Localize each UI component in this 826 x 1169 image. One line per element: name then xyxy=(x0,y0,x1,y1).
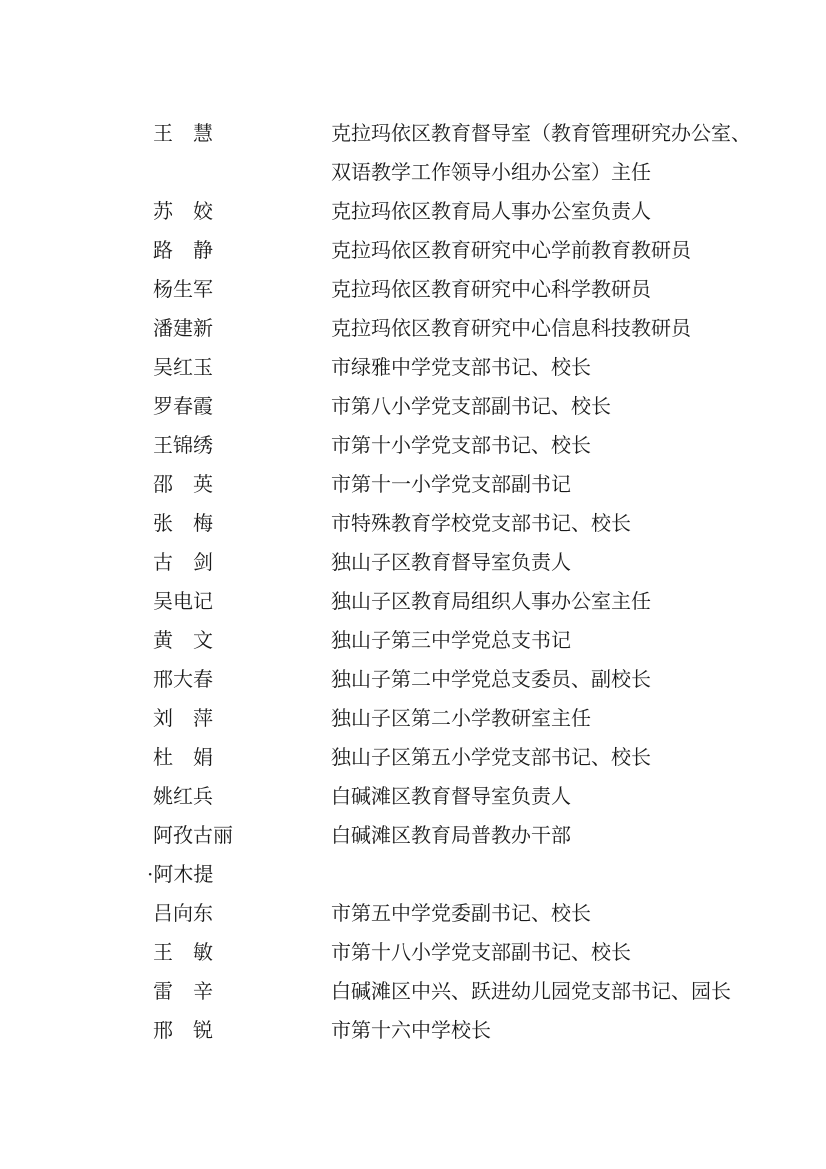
person-title-line: 市第五中学党委副书记、校长 xyxy=(331,901,591,925)
person-title-line: 白碱滩区教育局普教办干部 xyxy=(331,823,571,847)
person-title-line: 白碱滩区教育督导室负责人 xyxy=(331,784,571,808)
person-name xyxy=(153,504,331,543)
person-name-char: 剑 xyxy=(193,550,213,574)
person-title xyxy=(331,972,753,1011)
person-name xyxy=(153,426,331,465)
person-title-line: 市第八小学党支部副书记、校长 xyxy=(331,394,611,418)
personnel-row xyxy=(153,972,753,1011)
person-name-text: 杨生军 xyxy=(153,277,213,301)
person-name-char: 邵 xyxy=(153,472,173,496)
personnel-row xyxy=(153,933,753,972)
personnel-row xyxy=(153,660,753,699)
person-name-text: 吴红玉 xyxy=(153,355,213,379)
personnel-row xyxy=(153,1011,753,1050)
personnel-row xyxy=(153,114,753,192)
person-name xyxy=(153,1011,331,1050)
person-name xyxy=(153,309,331,348)
person-title-line: 市第十八小学党支部副书记、校长 xyxy=(331,940,631,964)
person-name-char: 敏 xyxy=(193,940,213,964)
person-name xyxy=(153,933,331,972)
person-name xyxy=(153,582,331,621)
person-title-line: 克拉玛依区教育研究中心科学教研员 xyxy=(331,277,651,301)
person-name xyxy=(153,972,331,1011)
person-title-line: 市第十六中学校长 xyxy=(331,1018,491,1042)
person-title-line: 独山子区第二小学教研室主任 xyxy=(331,706,591,730)
person-title xyxy=(331,699,753,738)
personnel-row xyxy=(153,504,753,543)
person-title xyxy=(331,1011,753,1050)
person-title-line: 独山子区第五小学党支部书记、校长 xyxy=(331,745,651,769)
person-title-line: 克拉玛依区教育研究中心学前教育教研员 xyxy=(331,238,691,262)
person-title xyxy=(331,543,753,582)
person-name-char: 苏 xyxy=(153,199,173,223)
person-title xyxy=(331,348,753,387)
person-title-line: 克拉玛依区教育局人事办公室负责人 xyxy=(331,199,651,223)
person-title-line: 市第十一小学党支部副书记 xyxy=(331,472,571,496)
person-name-char: 辛 xyxy=(193,979,213,1003)
person-name-text: 邢大春 xyxy=(153,667,213,691)
person-title-line: 市第十小学党支部书记、校长 xyxy=(331,433,591,457)
person-name-char: 王 xyxy=(153,121,173,145)
person-title-line: 独山子第二中学党总支委员、副校长 xyxy=(331,667,651,691)
person-name-char: 雷 xyxy=(153,979,173,1003)
person-title-line: 市特殊教育学校党支部书记、校长 xyxy=(331,511,631,535)
person-title xyxy=(331,426,753,465)
personnel-row xyxy=(153,543,753,582)
person-name-char: 古 xyxy=(153,550,173,574)
person-name-text: 姚红兵 xyxy=(153,784,213,808)
person-name-char: 黄 xyxy=(153,628,173,652)
personnel-row xyxy=(153,465,753,504)
person-name xyxy=(153,777,331,816)
person-name-char: 文 xyxy=(193,628,213,652)
personnel-row xyxy=(153,231,753,270)
person-name-char: 路 xyxy=(153,238,173,262)
person-title-line: 克拉玛依区教育督导室（教育管理研究办公室、 xyxy=(331,121,751,145)
person-title-line: 独山子区教育督导室负责人 xyxy=(331,550,571,574)
person-name-char: 刘 xyxy=(153,706,173,730)
person-name-char: 梅 xyxy=(193,511,213,535)
personnel-row xyxy=(153,894,753,933)
person-name-char: 英 xyxy=(193,472,213,496)
person-name-char: 王 xyxy=(153,940,173,964)
person-name xyxy=(153,660,331,699)
person-title xyxy=(331,777,753,816)
person-title xyxy=(331,933,753,972)
person-title xyxy=(331,894,753,933)
person-title xyxy=(331,582,753,621)
person-name-char: 慧 xyxy=(193,121,213,145)
person-name xyxy=(153,348,331,387)
personnel-row xyxy=(147,816,753,894)
person-name-text: 阿孜古丽 xyxy=(153,823,233,847)
person-title xyxy=(331,231,753,270)
person-name xyxy=(153,894,331,933)
personnel-row xyxy=(153,348,753,387)
person-name-text: 潘建新 xyxy=(153,316,213,340)
person-title xyxy=(331,738,753,777)
person-title xyxy=(331,114,753,192)
person-title-line: 独山子第三中学党总支书记 xyxy=(331,628,571,652)
person-name-char: 杜 xyxy=(153,745,173,769)
person-name-char: 邢 xyxy=(153,1018,173,1042)
person-name-char: 锐 xyxy=(193,1018,213,1042)
person-name xyxy=(153,543,331,582)
personnel-row xyxy=(153,699,753,738)
person-name xyxy=(147,816,331,894)
person-name-text: 吴电记 xyxy=(153,589,213,613)
person-name xyxy=(153,114,331,153)
person-name xyxy=(153,465,331,504)
person-title xyxy=(331,816,753,855)
person-name-char: 张 xyxy=(153,511,173,535)
person-title xyxy=(331,621,753,660)
person-name-continuation: ·阿木提 xyxy=(147,862,214,886)
person-name xyxy=(153,699,331,738)
person-title-line: 克拉玛依区教育研究中心信息科技教研员 xyxy=(331,316,691,340)
personnel-row xyxy=(153,192,753,231)
person-title xyxy=(331,504,753,543)
person-title xyxy=(331,660,753,699)
person-name xyxy=(153,192,331,231)
person-name-char: 娟 xyxy=(193,745,213,769)
personnel-row xyxy=(153,738,753,777)
personnel-row xyxy=(153,426,753,465)
person-name xyxy=(153,387,331,426)
personnel-row xyxy=(153,777,753,816)
person-name-text: 王锦绣 xyxy=(153,433,213,457)
person-name xyxy=(153,621,331,660)
person-title-line: 独山子区教育局组织人事办公室主任 xyxy=(331,589,651,613)
personnel-row xyxy=(153,309,753,348)
person-title-line: 双语教学工作领导小组办公室）主任 xyxy=(331,160,651,184)
personnel-row xyxy=(153,582,753,621)
person-name-char: 姣 xyxy=(193,199,213,223)
person-name xyxy=(153,231,331,270)
person-title xyxy=(331,192,753,231)
person-name-text: 罗春霞 xyxy=(153,394,213,418)
person-name xyxy=(153,270,331,309)
person-title xyxy=(331,387,753,426)
person-name-text: 吕向东 xyxy=(153,901,213,925)
person-name-char: 萍 xyxy=(193,706,213,730)
person-title xyxy=(331,270,753,309)
person-title xyxy=(331,309,753,348)
personnel-row xyxy=(153,387,753,426)
personnel-list xyxy=(147,114,753,1050)
person-title xyxy=(331,465,753,504)
personnel-row xyxy=(153,621,753,660)
person-title-line: 白碱滩区中兴、跃进幼儿园党支部书记、园长 xyxy=(331,979,731,1003)
person-name xyxy=(153,738,331,777)
personnel-row xyxy=(153,270,753,309)
person-title-line: 市绿雅中学党支部书记、校长 xyxy=(331,355,591,379)
person-name-char: 静 xyxy=(193,238,213,262)
